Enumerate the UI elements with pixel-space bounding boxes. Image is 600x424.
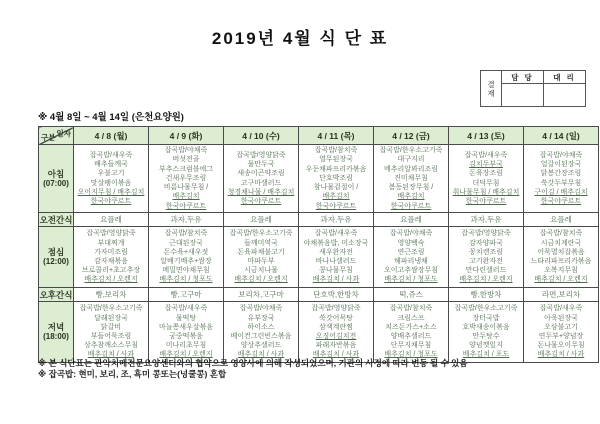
afternoon-snack-cell: 빵,보리차 <box>74 288 149 302</box>
dinner-cell: 잡곡밥/야채죽 유부장국 하이소스 베이컨그린빈스볶음 양상추샐러드 배추김치 / 사과 <box>224 302 299 363</box>
dinner-cell: 잡곡밥/한우소고기죽 장터국밥 호박새송이볶음 만두탕수 양념깻잎지 배추김치 / 포도 <box>449 302 524 363</box>
lunch-cell: 잡곡밥/참치죽 시금치계란국 어묵멸치잡볶음 느타리파프리카볶음 오복지무침 배추김치 / 오렌지 <box>524 227 599 288</box>
breakfast-cell: 잡곡밥/새우죽 김치두부국 돈육장조림 더덕무침 취나물무침 / 배추김치 한국야쿠르트 <box>449 145 524 213</box>
approval-stamp-label: 결재 <box>481 71 502 107</box>
breakfast-cell: 잡곡밥/야채죽 얼갈이된장국 닭봉간장조림 쑥갓두부무침 구이김 / 배추김치 한국야쿠르트 <box>524 145 599 213</box>
row-label-dinner: 저녁 (18:00) <box>39 302 74 363</box>
afternoon-snack-cell: 라면,보리차 <box>524 288 599 302</box>
lunch-cell: 잡곡밥/영양닭죽 감자양파국 꽁치캔조림 고기완자전 만다린샐러드 배추김치 / 오렌지 <box>449 227 524 288</box>
week-range-subtitle: ※ 4월 8일 ~ 4월 14일 (은천요양원) <box>38 112 184 123</box>
dinner-cell: 잡곡밥/한우소고기죽 달래된장국 닭갈비 부들어묵조림 상추참깨소스무침 배추김치 / 사과 <box>74 302 149 363</box>
row-label-morning-snack: 오전간식 <box>39 214 73 225</box>
breakfast-cell: 잡곡밥/참치죽 열무된장국 우둔채파프리카볶음 단호박조림 참나물겉절이 / 배추김치 한국야쿠르트 <box>299 145 374 213</box>
date-header: 4 / 12 (금) <box>374 127 449 145</box>
dinner-cell: 잡곡밥/영양닭죽 쑥갓어묵탕 삼색계란찜 오징어김치전 파래자반볶음 배추김치 / 사과 <box>299 302 374 363</box>
row-label-breakfast: 아침 (07:00) <box>39 145 74 213</box>
breakfast-cell: 잡곡밥/한우소고기죽 대구지리 메추리알꽈리조림 진미채무침 봄동된장무침 / 배추김치 한국야쿠르트 <box>374 145 449 213</box>
afternoon-snack-cell: 빵,한방차 <box>449 288 524 302</box>
morning-snack-cell: 요플레 <box>374 213 449 227</box>
date-header: 4 / 13 (토) <box>449 127 524 145</box>
date-header: 4 / 8 (월) <box>74 127 149 145</box>
menu-table <box>38 126 599 363</box>
lunch-cell: 잡곡밥/영양닭죽 부대찌개 가자미조림 감자채볶음 브로콜리+초고추장 배추김치 / 오렌지 <box>74 227 149 288</box>
approval-box <box>480 70 586 107</box>
lunch-cell: 잡곡밥/한우소고기죽 들깨미역국 돈육파채불고기 마파두부 시금치나물 배추김치 / 오렌지 <box>224 227 299 288</box>
morning-snack-cell: 과자,두유 <box>299 213 374 227</box>
breakfast-cell: 잡곡밥/새우죽 배추들깨국 우불고기 맛살팽이볶음 오이지무침 / 배추김치 한국야쿠르트 <box>74 145 149 213</box>
row-label-afternoon-snack: 오후간식 <box>39 289 73 300</box>
approval-sign-cell <box>502 84 544 107</box>
approval-col-daeri: 대 리 <box>544 71 586 84</box>
date-header: 4 / 11 (목) <box>299 127 374 145</box>
date-header: 4 / 10 (수) <box>224 127 299 145</box>
morning-snack-cell: 요플레 <box>74 213 149 227</box>
lunch-cell: 잡곡밥/새우죽 야채볶음밥, 미소장국 새우완자전 바나나샐러드 콩나물무침 배추김치 / 사과 <box>299 227 374 288</box>
footnote-2: ※ 잡곡밥: 현미, 보리, 조, 흑미 콩또는(넝쿨콩) 혼합 <box>38 368 227 379</box>
afternoon-snack-cell: 단호박,한방차 <box>299 288 374 302</box>
dinner-cell: 잡곡밥/참치죽 크림스프 치즈돈가스+소스 양배추샐러드 단무지채무침 배추김치 / 청포도 <box>374 302 449 363</box>
lunch-cell: 잡곡밥/야채죽 영양백숙 연근조림 해파리냉채 오이고추쌈장무침 배추김치 / 청포도 <box>374 227 449 288</box>
afternoon-snack-cell: 보리차,고구마 <box>224 288 299 302</box>
morning-snack-cell: 과자,두유 <box>149 213 224 227</box>
page-title: 2019년 4월 식 단 표 <box>211 29 389 48</box>
date-header: 4 / 9 (화) <box>149 127 224 145</box>
footnote-1: ※ 본 식단표는 관악치매전문요양센터와의 협약으로 영양사에 의해 작성되었으며, 기관의 사정에 따라 변동 될 수 있음 <box>38 358 468 368</box>
afternoon-snack-cell: 떡,쥬스 <box>374 288 449 302</box>
afternoon-snack-cell: 빵,고구마 <box>149 288 224 302</box>
dinner-cell: 잡곡밥/새우죽 아욱된장국 오삼불고기 연두부+양념장 돈나물오이무침 배추김치 / 사과 <box>524 302 599 363</box>
breakfast-cell: 잡곡밥/야채죽 버섯전골 부추스크럼블에그 건새우무조림 비름나물무침 / 배추김치 한국야쿠르트 <box>149 145 224 213</box>
footnotes <box>38 358 468 379</box>
dinner-cell: 잡곡밥/새우죽 물떡탕 마늘쫑새우살볶음 궁중떡볶음 미나리초무침 배추김치 / 오렌지 <box>149 302 224 363</box>
row-label-lunch: 점심 (12:00) <box>39 227 74 288</box>
approval-sign-cell <box>544 84 586 107</box>
date-header: 4 / 14 (일) <box>524 127 599 145</box>
morning-snack-cell: 요플레 <box>524 213 599 227</box>
lunch-cell: 잡곡밥/참치죽 근대된장국 돈수육+새우젓 알배기배추+쌈장 메밀면야채무침 배추김치 / 청포도 <box>149 227 224 288</box>
morning-snack-cell: 과자,두유 <box>449 213 524 227</box>
morning-snack-cell: 요플레 <box>224 213 299 227</box>
breakfast-cell: 잡곡밥/영양닭죽 물만두국 새송이곤약조림 고구마샐러드 청경채나물 / 배추김치 한국야쿠르트 <box>224 145 299 213</box>
corner-cell: 일자 구분 <box>39 127 74 145</box>
approval-col-damdang: 담 당 <box>502 71 544 84</box>
